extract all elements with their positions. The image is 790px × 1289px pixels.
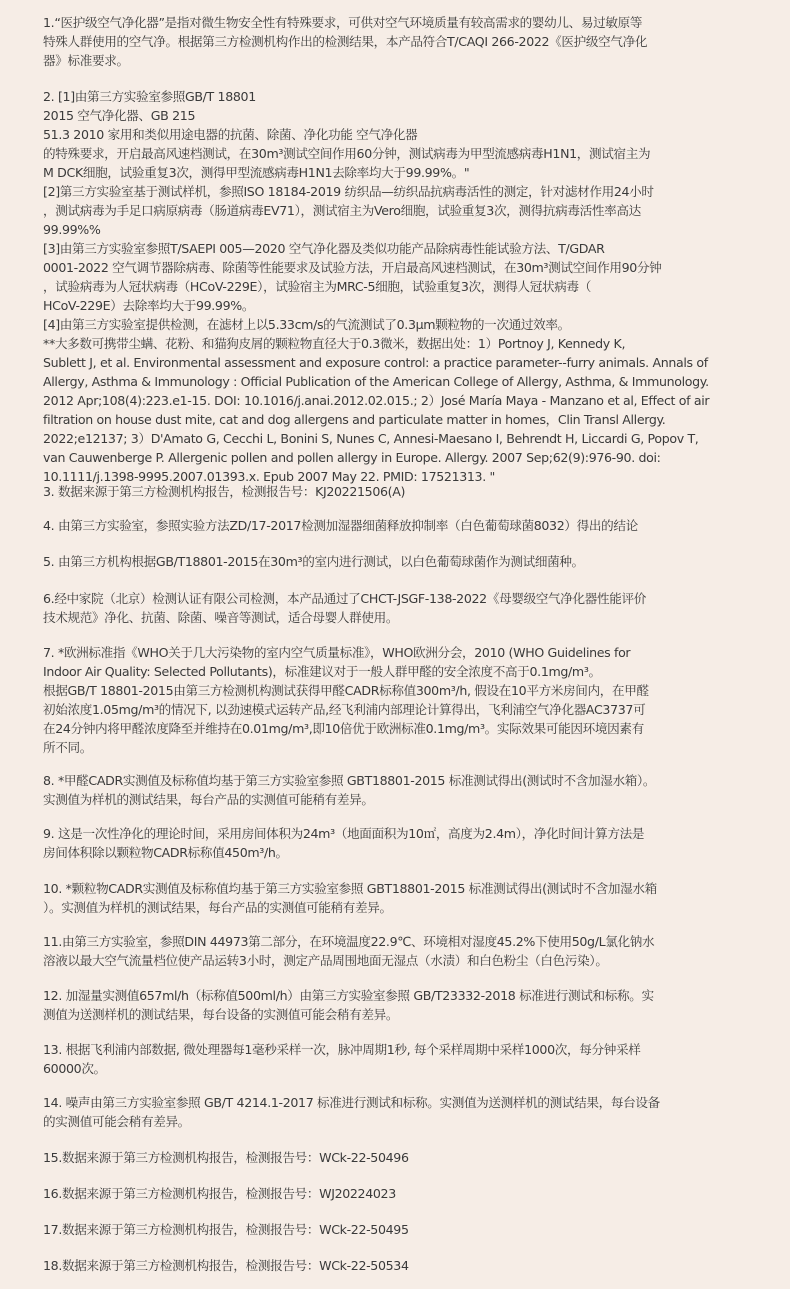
footnote-2 bbox=[43, 87, 749, 486]
footnote-16 bbox=[43, 1184, 749, 1203]
footnote-line: 所不同。 bbox=[43, 740, 92, 755]
footnote-line: HCoV-229E）去除率均大于99.99%。 bbox=[43, 298, 255, 313]
footnote-line: 17.数据来源于第三方检测机构报告，检测报告号：WCk-22-50495 bbox=[43, 1222, 409, 1237]
footnote-8 bbox=[43, 771, 749, 809]
footnote-line: 特殊人群使用的空气净。根据第三方检测机构作出的检测结果，本产品符合T/CAQI 266-2022《医护级空气净化 bbox=[43, 34, 648, 49]
footnote-9 bbox=[43, 824, 749, 862]
footnote-line: Indoor Air Quality: Selected Pollutants)，标准建议对于一般人群甲醛的安全浓度不高于0.1mg/m³。 bbox=[43, 664, 601, 679]
footnote-line: 的特殊要求，开启最高风速档测试，在30m³测试空间作用60分钟，测试病毒为甲型流感病毒H1N1，测试宿主为 bbox=[43, 146, 651, 161]
footnote-line: 实测值为样机的测试结果，每台产品的实测值可能稍有差异。 bbox=[43, 792, 374, 807]
footnote-line: ，试验病毒为人冠状病毒（HCoV-229E），试验宿主为MRC-5细胞，试验重复3次，测得人冠状病毒（ bbox=[43, 279, 591, 294]
footnote-11 bbox=[43, 932, 749, 970]
footnote-line: 18.数据来源于第三方检测机构报告，检测报告号：WCk-22-50534 bbox=[43, 1258, 409, 1273]
footnote-18 bbox=[43, 1256, 749, 1275]
footnote-line: 2012 Apr;108(4):223.e1-15. DOI: 10.1016/j.anai.2012.02.015.; 2）José María Maya - Manzano et al, Effect of air bbox=[43, 393, 710, 408]
footnote-12 bbox=[43, 986, 749, 1024]
footnote-6 bbox=[43, 589, 749, 627]
footnote-line: Allergy, Asthma & Immunology : Official Publication of the American College of Allergy, Asthma, & Immunology. bbox=[43, 374, 709, 389]
footnote-line: 15.数据来源于第三方检测机构报告，检测报告号：WCk-22-50496 bbox=[43, 1150, 409, 1165]
footnote-line: 7. *欧洲标准指《WHO关于几大污染物的室内空气质量标准》，WHO欧洲分会，2010 (WHO Guidelines for bbox=[43, 645, 631, 660]
footnote-line: 6.经中家院（北京）检测认证有限公司检测，本产品通过了CHCT-JSGF-138-2022《母婴级空气净化器性能评价 bbox=[43, 591, 647, 606]
footnote-line: 房间体积除以颗粒物CADR标称值450m³/h。 bbox=[43, 845, 288, 860]
footnote-line: [3]由第三方实验室参照T/SAEPI 005—2020 空气净化器及类似功能产品除病毒性能试验方法、T/GDAR bbox=[43, 241, 605, 256]
footnote-line: 1.“医护级空气净化器”是指对微生物安全性有特殊要求，可供对空气环境质量有较高需求的婴幼儿、易过敏原等 bbox=[43, 15, 643, 30]
footnote-line: M DCK细胞，试验重复3次，测得甲型流感病毒H1N1去除率均大于99.99%。" bbox=[43, 165, 470, 180]
footnote-line: ）。实测值为样机的测试结果，每台产品的实测值可能稍有差异。 bbox=[43, 900, 392, 915]
footnote-line: 在24分钟内将甲醛浓度降至并维持在0.01mg/m³,即10倍优于欧洲标准0.1mg/m³。实际效果可能因环境因素有 bbox=[43, 721, 644, 736]
footnote-line: [4]由第三方实验室提供检测，在滤材上以5.33cm/s的气流测试了0.3μm颗粒物的一次通过效率。 bbox=[43, 317, 570, 332]
footnote-line: 4. 由第三方实验室，参照实验方法ZD/17-2017检测加湿器细菌释放抑制率（白色葡萄球菌8032）得出的结论 bbox=[43, 518, 638, 533]
footnote-3 bbox=[43, 482, 749, 501]
footnote-line: ，测试病毒为手足口病原病毒（肠道病毒EV71），测试宿主为Vero细胞，试验重复3次，测得抗病毒活性率高达 bbox=[43, 203, 641, 218]
footnote-line: 3. 数据来源于第三方检测机构报告，检测报告号：KJ20221506(A) bbox=[43, 484, 406, 499]
footnote-line: 99.99%% bbox=[43, 222, 101, 237]
footnote-line: 2. [1]由第三方实验室参照GB/T 18801 bbox=[43, 89, 256, 104]
footnote-10 bbox=[43, 879, 749, 917]
footnote-15 bbox=[43, 1148, 749, 1167]
footnote-line: 10. *颗粒物CADR实测值及标称值均基于第三方实验室参照 GBT18801-2015 标准测试得出(测试时不含加湿水箱 bbox=[43, 881, 657, 896]
footnote-17 bbox=[43, 1220, 749, 1239]
footnote-line: 8. *甲醛CADR实测值及标称值均基于第三方实验室参照 GBT18801-2015 标准测试得出(测试时不含加湿水箱）。 bbox=[43, 773, 656, 788]
footnote-line: 16.数据来源于第三方检测机构报告，检测报告号：WJ20224023 bbox=[43, 1186, 396, 1201]
footnote-line: 的实测值可能会稍有差异。 bbox=[43, 1114, 190, 1129]
footnote-line: 溶液以最大空气流量档位使产品运转3小时，测定产品周围地面无湿点（水渍）和白色粉尘（白色污染）。 bbox=[43, 953, 608, 968]
footnote-5 bbox=[43, 552, 749, 571]
footnote-line: 11.由第三方实验室，参照DIN 44973第二部分，在环境温度22.9℃、环境相对湿度45.2%下使用50g/L氯化钠水 bbox=[43, 934, 655, 949]
footnote-line: 技术规范》净化、抗菌、除菌、噪音等测试，适合母婴人群使用。 bbox=[43, 610, 399, 625]
footnote-line: 0001-2022 空气调节器除病毒、除菌等性能要求及试验方法，开启最高风速档测试，在30m³测试空间作用90分钟 bbox=[43, 260, 662, 275]
footnote-line: 2022;e12137; 3）D'Amato G, Cecchi L, Bonini S, Nunes C, Annesi-Maesano I, Behrendt H, Liccardi G, Popov T, bbox=[43, 431, 699, 446]
footnote-line: 2015 空气净化器、GB 215 bbox=[43, 108, 196, 123]
footnote-1 bbox=[43, 13, 749, 70]
footnote-line: 10.1111/j.1398-9995.2007.01393.x. Epub 2007 May 22. PMID: 17521313. " bbox=[43, 469, 495, 484]
footnote-line: **大多数可携带尘螨、花粉、和猫狗皮屑的颗粒物直径大于0.3微米，数据出处：1）Portnoy J, Kennedy K, bbox=[43, 336, 626, 351]
footnote-line: 根据GB/T 18801-2015由第三方检测机构测试获得甲醛CADR标称值300m³/h, 假设在10平方米房间内，在甲醛 bbox=[43, 683, 649, 698]
footnote-line: 测值为送测样机的测试结果，每台设备的实测值可能会稍有差异。 bbox=[43, 1007, 399, 1022]
footnote-line: 51.3 2010 家用和类似用途电器的抗菌、除菌、净化功能 空气净化器 bbox=[43, 127, 418, 142]
footnote-line: filtration on house dust mite, cat and dog allergens and particulate matter in homes，Clin Transl Allergy. bbox=[43, 412, 666, 427]
footnote-line: 9. 这是一次性净化的理论时间，采用房间体积为24m³（地面面积为10㎡，高度为2.4m），净化时间计算方法是 bbox=[43, 826, 645, 841]
footnote-4 bbox=[43, 516, 749, 535]
footnote-7 bbox=[43, 643, 749, 757]
footnote-line: 12. 加湿量实测值657ml/h（标称值500ml/h）由第三方实验室参照 GB/T23332-2018 标准进行测试和标称。实 bbox=[43, 988, 654, 1003]
footnote-line: 初始浓度1.05mg/m³的情况下, 以劲速模式运转产品,经飞利浦内部理论计算得出，飞利浦空气净化器AC3737可 bbox=[43, 702, 646, 717]
footnote-line: 60000次。 bbox=[43, 1061, 106, 1076]
footnote-line: 13. 根据飞利浦内部数据, 微处理器每1毫秒采样一次，脉冲周期1秒, 每个采样周期中采样1000次，每分钟采样 bbox=[43, 1042, 641, 1057]
footnote-line: van Cauwenberge P. Allergenic pollen and pollen allergy in Europe. Allergy. 2007 Sep;62(9):976-90. doi: bbox=[43, 450, 661, 465]
footnote-line: 器》标准要求。 bbox=[43, 53, 129, 68]
footnote-line: Sublett J, et al. Environmental assessment and exposure control: a practice parameter--furry animals. Annals of bbox=[43, 355, 708, 370]
footnote-13 bbox=[43, 1040, 749, 1078]
footnote-14 bbox=[43, 1093, 749, 1131]
footnote-line: [2]第三方实验室基于测试样机，参照ISO 18184-2019 纺织品—纺织品抗病毒活性的测定，针对滤材作用24小时 bbox=[43, 184, 654, 199]
footnote-line: 14. 噪声由第三方实验室参照 GB/T 4214.1-2017 标准进行测试和标称。实测值为送测样机的测试结果，每台设备 bbox=[43, 1095, 660, 1110]
footnote-line: 5. 由第三方机构根据GB/T18801-2015在30m³的室内进行测试，以白色葡萄球菌作为测试细菌种。 bbox=[43, 554, 584, 569]
